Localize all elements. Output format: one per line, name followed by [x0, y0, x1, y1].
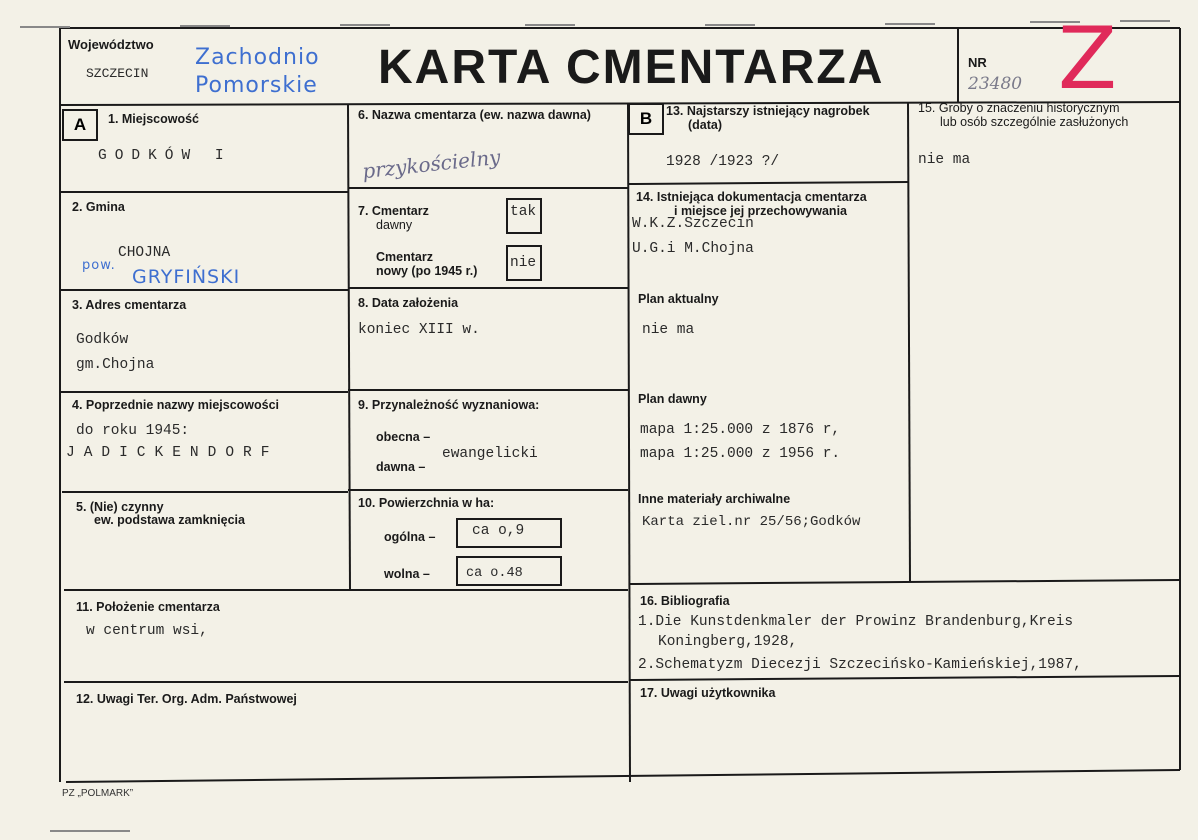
- field-15-value: nie ma: [918, 152, 971, 168]
- field-9-label: 9. Przynależność wyznaniowa:: [358, 398, 540, 412]
- field-3-line2: gm.Chojna: [76, 357, 155, 373]
- plan-dawny-line1: mapa 1:25.000 z 1876 r,: [640, 422, 841, 438]
- field-9-obecna-label: obecna –: [376, 430, 431, 444]
- printer-imprint: PZ „POLMARK”: [62, 788, 134, 799]
- field-15-label-line2: lub osób szczególnie zasłużonych: [940, 115, 1129, 129]
- field-3-line1: Godków: [76, 332, 129, 348]
- field-7-nowy-value: nie: [510, 255, 537, 271]
- inne-materialy-label: Inne materiały archiwalne: [638, 492, 791, 506]
- field-4-line1: do roku 1945:: [76, 423, 190, 439]
- section-b-marker: B: [628, 103, 664, 135]
- field-17-label: 17. Uwagi użytkownika: [640, 686, 776, 700]
- card-title: KARTA CMENTARZA: [378, 41, 885, 94]
- field-14-label-line2: i miejsce jej przechowywania: [674, 204, 847, 218]
- field-2-typed-value: CHOJNA: [118, 245, 171, 261]
- field-14-doc-line2: U.G.i M.Chojna: [632, 241, 754, 257]
- field-13-label-line2: (data): [688, 118, 723, 132]
- field-4-label: 4. Poprzednie nazwy miejscowości: [72, 398, 280, 412]
- plan-dawny-line2: mapa 1:25.000 z 1956 r.: [640, 446, 841, 462]
- field-8-label: 8. Data założenia: [358, 296, 459, 310]
- field-9-dawna-label: dawna –: [376, 460, 426, 474]
- bibliography-line1: 1.Die Kunstdenkmaler der Prowinz Brandenburg,Kreis: [638, 614, 1074, 630]
- nr-label: NR: [968, 55, 987, 70]
- field-8-value: koniec XIII w.: [358, 322, 480, 338]
- bibliography-line2: Koningberg,1928,: [658, 634, 798, 650]
- field-7-dawny-label-line2: dawny: [376, 218, 413, 232]
- field-1-value: GODKÓW I: [98, 148, 232, 164]
- field-10-wolna-value: ca o.48: [466, 566, 523, 581]
- wojewodztwo-typed-value: SZCZECIN: [86, 66, 149, 81]
- field-14-doc-line1: W.K.Z.Szczecin: [632, 216, 754, 232]
- field-11-label: 11. Położenie cmentarza: [76, 600, 220, 614]
- field-10-wolna-label: wolna –: [384, 567, 430, 581]
- field-11-value: w centrum wsi,: [86, 623, 208, 639]
- field-7-dawny-label-line1: 7. Cmentarz: [358, 204, 429, 218]
- field-10-ogolna-value: ca o,9: [472, 523, 525, 539]
- field-7-nowy-label-line1: Cmentarz: [376, 250, 433, 264]
- field-4-line2: JADICKENDORF: [66, 445, 279, 461]
- field-15-label-line1: 15. Groby o znaczeniu historycznym: [918, 101, 1120, 115]
- plan-dawny-label: Plan dawny: [638, 392, 707, 406]
- category-letter-stamp: Z: [1058, 9, 1117, 109]
- field-10-label: 10. Powierzchnia w ha:: [358, 496, 495, 510]
- field-7-dawny-value: tak: [510, 204, 537, 220]
- field-12-label: 12. Uwagi Ter. Org. Adm. Państwowej: [76, 692, 297, 706]
- field-2-pow-stamp: pow.: [82, 258, 116, 273]
- field-2-gryfinski-stamp: GRYFIŃSKI: [132, 266, 241, 288]
- field-5-label-line2: ew. podstawa zamknięcia: [94, 513, 245, 527]
- plan-aktualny-label: Plan aktualny: [638, 292, 719, 306]
- field-14-label-line1: 14. Istniejąca dokumentacja cmentarza: [636, 190, 867, 204]
- field-6-handwritten-value: przykościelny: [361, 144, 502, 184]
- field-13-label-line1: 13. Najstarszy istniejący nagrobek: [666, 104, 870, 118]
- field-1-label: 1. Miejscowość: [108, 112, 200, 126]
- nr-value: 23480: [968, 74, 1023, 94]
- wojewodztwo-stamp-line2: Pomorskie: [195, 73, 318, 98]
- field-10-ogolna-label: ogólna –: [384, 530, 436, 544]
- section-a-marker: A: [62, 109, 98, 141]
- bibliography-line3: 2.Schematyzm Diecezji Szczecińsko-Kamieńskiej,1987,: [638, 657, 1082, 673]
- field-9-dawna-value: ewangelicki: [442, 446, 538, 462]
- field-13-value: 1928 /1923 ?/: [666, 154, 780, 170]
- field-16-label: 16. Bibliografia: [640, 594, 730, 608]
- field-5-label-line1: 5. (Nie) czynny: [76, 500, 164, 514]
- plan-aktualny-value: nie ma: [642, 322, 695, 338]
- field-6-label: 6. Nazwa cmentarza (ew. nazwa dawna): [358, 108, 591, 122]
- wojewodztwo-stamp-line1: Zachodnio: [195, 45, 320, 70]
- field-3-label: 3. Adres cmentarza: [72, 298, 187, 312]
- field-7-nowy-label-line2: nowy (po 1945 r.): [376, 264, 478, 278]
- field-2-label: 2. Gmina: [72, 200, 125, 214]
- wojewodztwo-label: Województwo: [68, 37, 154, 52]
- inne-materialy-value: Karta ziel.nr 25/56;Godków: [642, 514, 861, 530]
